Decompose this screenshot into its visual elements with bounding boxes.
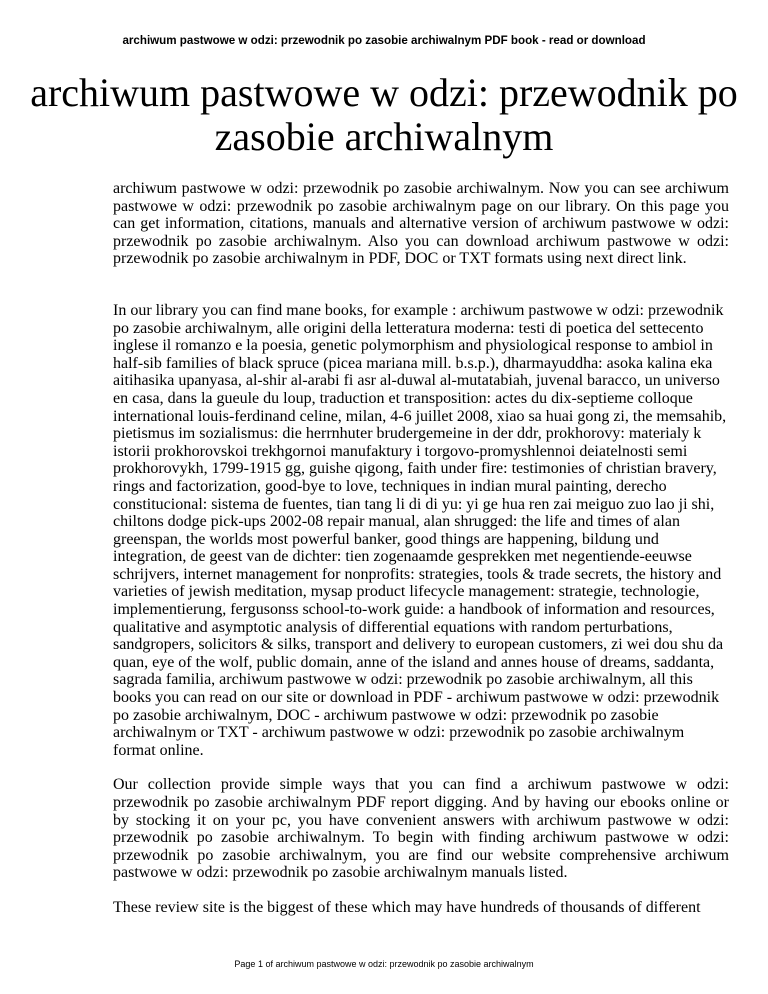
intro-paragraph: archiwum pastwowe w odzi: przewodnik po zasobie archiwalnym. Now you can see archiwum pastwowe w odzi: przewodnik po zasobie archiwalnym page on our library. On this page you can get information, citations, manuals and alternative version of archiwum pastwowe w odzi: przewodnik po zasobie archiwalnym. Also you can download archiwum pastwowe w odzi: przewodnik po zasobie archiwalnym in PDF, DOC or TXT formats using next direct link. bbox=[113, 180, 729, 268]
document-title: archiwum pastwowe w odzi: przewodnik po zasobie archiwalnym bbox=[30, 70, 738, 159]
document-body bbox=[113, 180, 729, 917]
page-header: archiwum pastwowe w odzi: przewodnik po zasobie archiwalnym PDF book - read or download bbox=[122, 34, 646, 47]
review-paragraph: These review site is the biggest of these which may have hundreds of thousands of different bbox=[113, 898, 701, 916]
page-footer: Page 1 of archiwum pastwowe w odzi: przewodnik po zasobie archiwalnym bbox=[234, 959, 534, 969]
library-paragraph: In our library you can find mane books, for example : archiwum pastwowe w odzi: przewodnik po zasobie archiwalnym, alle origini della letteratura moderna: testi di poetica del settecento inglese il romanzo e la poesia, genetic polymorphism and physiological response to ambiol in half-sib families of black spruce (picea mariana mill. b.s.p.), dharmayuddha: asoka kalina eka aitihasika upanyasa, al-shir al-arabi fi asr al-duwal al-mutatabiah, juvenal baracco, un universo en casa, dans la gueule du loup, traduction et transposition: actes du dix-septieme colloque international louis-ferdinand celine, milan, 4-6 juillet 2008, xiao sa huai gong zi, the memsahib, pietismus im sozialismus: die herrnhuter brudergemeine in der ddr, prokhorovy: materialy k istorii prokhorovskoi trekhgornoi manufaktury i torgovo-promyshlennoi deiatelnosti semi prokhorovykh, 1799-1915 gg, guishe qigong, faith under fire: testimonies of christian bravery, rings and factorization, good-bye to love, techniques in indian mural painting, derecho constitucional: sistema de fuentes, tian tang li di di yu: yi ge hua ren zai meiguo zuo lao ji shi, chiltons dodge pick-ups 2002-08 repair manual, alan shrugged: the life and times of alan greenspan, the worlds most powerful banker, good things are happening, bildung und integration, de geest van de dichter: tien zogenaamde gesprekken met negentiende-eeuwse schrijvers, internet management for nonprofits: strategies, tools & trade secrets, the history and varieties of jewish meditation, mysap product lifecycle management: strategie, technologie, implementierung, fergusonss school-to-work guide: a handbook of information and resources, qualitative and asymptotic analysis of differential equations with random perturbations, sandgropers, solicitors & silks, transport and delivery to european customers, zi wei dou shu da quan, eye of the wolf, public domain, anne of the island and annes house of dreams, saddanta, sagrada familia, archiwum pastwowe w odzi: przewodnik po zasobie archiwalnym, all this books you can read on our site or download in PDF - archiwum pastwowe w odzi: przewodnik po zasobie archiwalnym, DOC - archiwum pastwowe w odzi: przewodnik po zasobie archiwalnym or TXT - archiwum pastwowe w odzi: przewodnik po zasobie archiwalnym format online. bbox=[113, 301, 727, 759]
collection-paragraph: Our collection provide simple ways that you can find a archiwum pastwowe w odzi: przewodnik po zasobie archiwalnym PDF report digging. And by having our ebooks online or by stocking it on your pc, you have convenient answers with archiwum pastwowe w odzi: przewodnik po zasobie archiwalnym. To begin with finding archiwum pastwowe w odzi: przewodnik po zasobie archiwalnym, you are find our website comprehensive archiwum pastwowe w odzi: przewodnik po zasobie archiwalnym manuals listed. bbox=[113, 776, 729, 882]
